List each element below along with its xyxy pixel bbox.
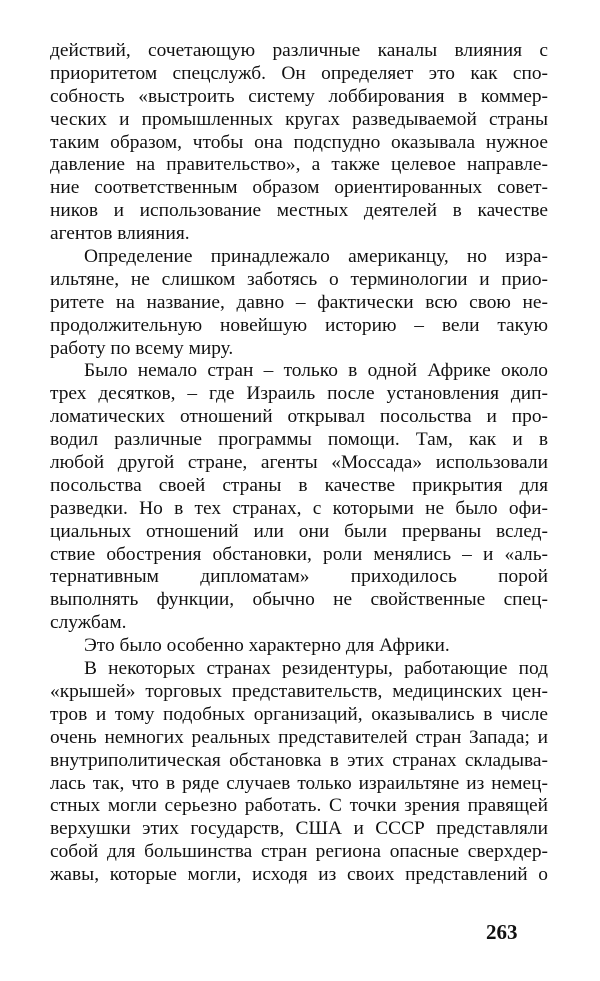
text-line: любой другой стране, агенты «Моссада» использовали [50, 452, 548, 474]
text-line: работу по всему миру. [50, 337, 234, 359]
text-line: Было немало стран – только в одной Африке около [84, 360, 548, 382]
text-line: службам. [50, 612, 127, 634]
text-line: таким образом, чтобы она подспудно оказывала нужное [50, 131, 548, 153]
text-line: действий, сочетающую различные каналы влияния с [50, 40, 548, 61]
text-line: жавы, которые могли, исходя из своих представлений о [50, 864, 548, 886]
text-line: верхушки этих государств, США и СССР представляли [50, 818, 548, 840]
text-line: собность «выстроить систему лоббирования в коммер- [50, 85, 548, 107]
text-line: ствие обострения обстановки, роли менялись – и «аль- [50, 543, 548, 565]
text-line: В некоторых странах резидентуры, работающие под [84, 658, 548, 680]
text-line: внутриполитическая обстановка в этих странах складыва- [50, 749, 548, 771]
text-line: ческих и промышленных кругах разведываемой страны [50, 108, 548, 130]
text-line: ние соответственным образом ориентированных совет- [50, 177, 548, 199]
text-line: лась так, что в ряде случаев только израильтяне из немец- [50, 772, 548, 794]
text-line: продолжительную новейшую историю – вели такую [50, 314, 548, 336]
page-number: 263 [486, 920, 518, 944]
text-line: собой для большинства стран региона опасные сверхдер- [50, 841, 548, 863]
text-line: трех десятков, – где Израиль после установления дип- [50, 383, 548, 405]
text-line: ильтяне, не слишком заботясь о терминологии и прио- [50, 268, 548, 290]
text-line: посольства своей страны в качестве прикрытия для [50, 474, 548, 496]
text-line: ритете на название, давно – фактически всю свою не- [50, 291, 548, 313]
text-line: тернативным дипломатам» приходилось порой [50, 566, 548, 588]
text-line: стных могли серьезно работать. С точки зрения правящей [50, 795, 548, 817]
text-line: давление на правительство», а также целевое направле- [50, 154, 548, 176]
text-line: агентов влияния. [50, 223, 190, 245]
text-line: водил различные программы помощи. Там, как и в [50, 429, 548, 451]
text-line: «крышей» торговых представительств, медицинских цен- [50, 680, 548, 702]
text-line: очень немногих реальных представителей стран Запада; и [50, 726, 548, 748]
text-line: приоритетом спецслужб. Он определяет это как спо- [50, 62, 548, 84]
text-line: ломатических отношений открывал посольства и про- [50, 406, 548, 428]
text-line: выполнять функции, обычно не свойственные спец- [50, 589, 548, 611]
text-line: разведки. Но в тех странах, с которыми не было офи- [50, 497, 548, 519]
text-line: Определение принадлежало американцу, но изра- [84, 246, 548, 268]
text-line: тров и тому подобных организаций, оказывались в числе [50, 703, 548, 725]
page-text [50, 40, 548, 887]
text-line: ников и использование местных деятелей в качестве [50, 200, 548, 222]
text-line: циальных отношений или они были прерваны вслед- [50, 520, 548, 542]
text-line: Это было особенно характерно для Африки. [84, 635, 450, 657]
